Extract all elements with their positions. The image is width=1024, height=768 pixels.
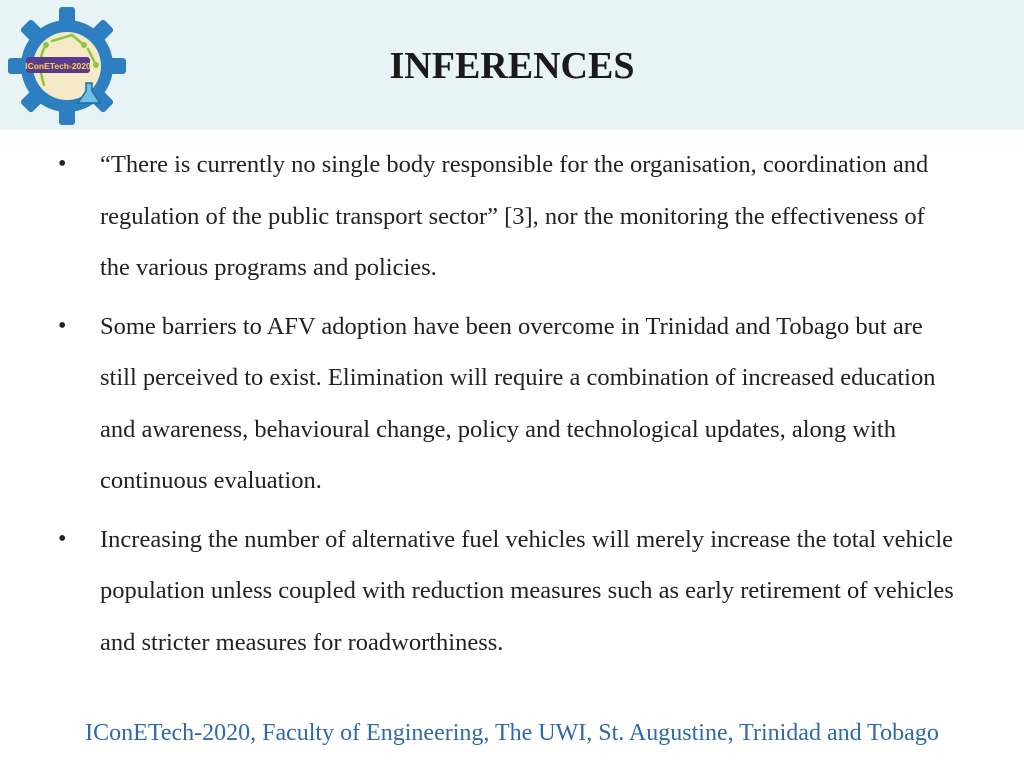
bullet-marker: • [58,525,67,552]
slide-footer: IConETech-2020, Faculty of Engineering, The UWI, St. Augustine, Trinidad and Tobago [85,720,939,746]
slide-title: INFERENCES [389,45,635,87]
bullet-list [0,139,1024,675]
bullet-text: Some barriers to AFV adoption have been overcome in Trinidad and Tobago but are still perceived to exist. Elimination will require a combination of increased education and awareness, behavioural change, policy and technological updates, along with continuous evaluation. [100,312,936,494]
bullet-marker: • [58,151,67,177]
slide-header [0,0,1024,130]
bullet-text: Increasing the number of alternative fuel vehicles will merely increase the total vehicle population unless coupled with reduction measures such as early retirement of vehicles and stricter measures for roadworthiness. [100,525,954,656]
bullet-item-2 [0,301,1024,507]
bullet-item-1 [0,139,1024,294]
logo-badge-text: IConETech-2020 [25,61,91,71]
bullet-marker: • [58,312,67,339]
bullet-item-3 [0,514,1024,669]
bullet-text: “There is currently no single body responsible for the organisation, coordination and regulation of the public transport sector” [3], nor the monitoring the effectiveness of the various programs and policies. [100,151,929,281]
